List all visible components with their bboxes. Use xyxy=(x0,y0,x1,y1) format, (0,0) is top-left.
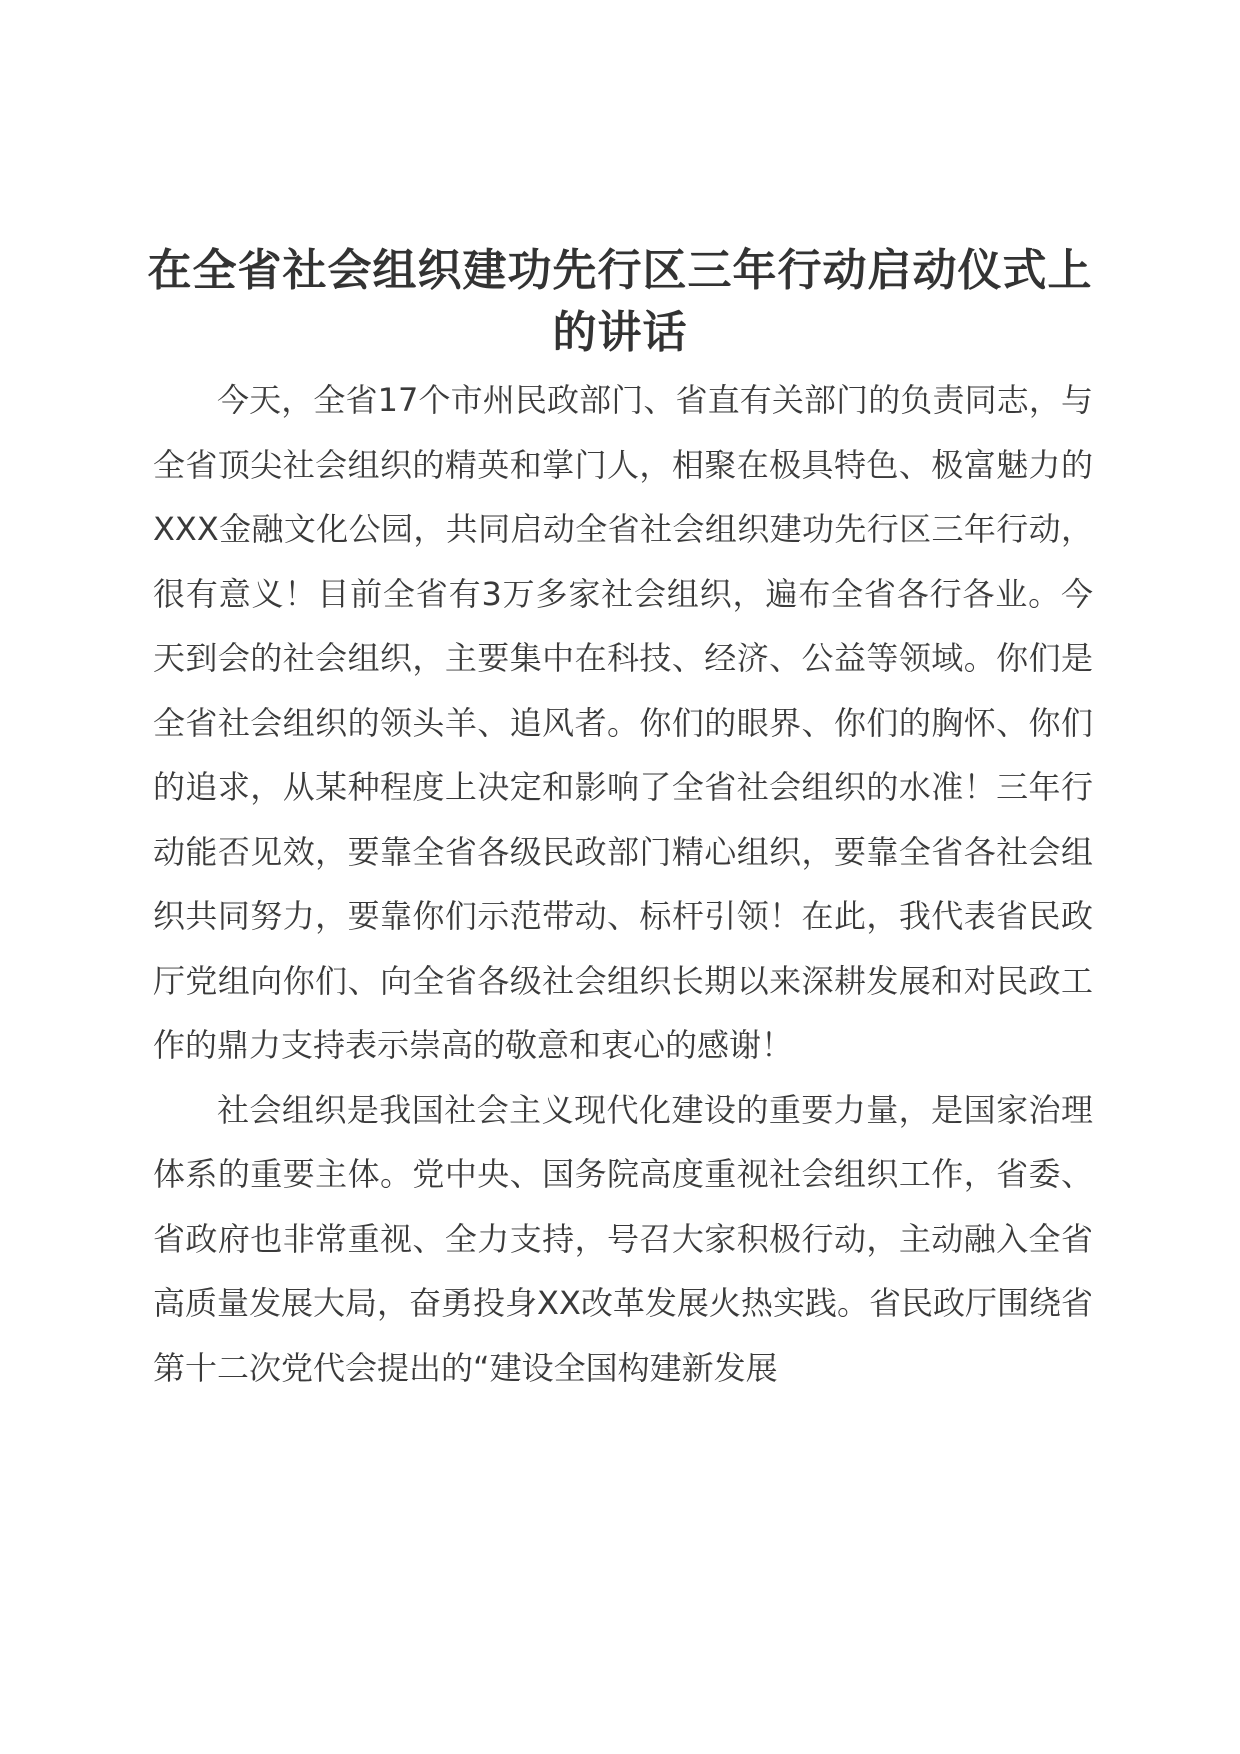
document-title: 在全省社会组织建功先行区三年行动启动仪式上的讲话 xyxy=(147,245,1093,358)
document-body xyxy=(153,368,1093,1400)
paragraph-2: 社会组织是我国社会主义现代化建设的重要力量，是国家治理体系的重要主体。党中央、国务院高度重视社会组织工作，省委、省政府也非常重视、全力支持，号召大家积极行动，主动融入全省高质量发展大局，奋勇投身XX改革发展火热实践。省民政厅围绕省第十二次党代会提出的“建设全国构建新发展 xyxy=(153,1090,1093,1387)
paragraph-1: 今天，全省17个市州民政部门、省直有关部门的负责同志，与全省顶尖社会组织的精英和掌门人，相聚在极具特色、极富魅力的XXX金融文化公园，共同启动全省社会组织建功先行区三年行动，很有意义！目前全省有3万多家社会组织，遍布全省各行各业。今天到会的社会组织，主要集中在科技、经济、公益等领域。你们是全省社会组织的领头羊、追风者。你们的眼界、你们的胸怀、你们的追求，从某种程度上决定和影响了全省社会组织的水准！三年行动能否见效，要靠全省各级民政部门精心组织，要靠全省各社会组织共同努力，要靠你们示范带动、标杆引领！在此，我代表省民政厅党组向你们、向全省各级社会组织长期以来深耕发展和对民政工作的鼎力支持表示崇高的敬意和衷心的感谢！ xyxy=(153,381,1093,1064)
